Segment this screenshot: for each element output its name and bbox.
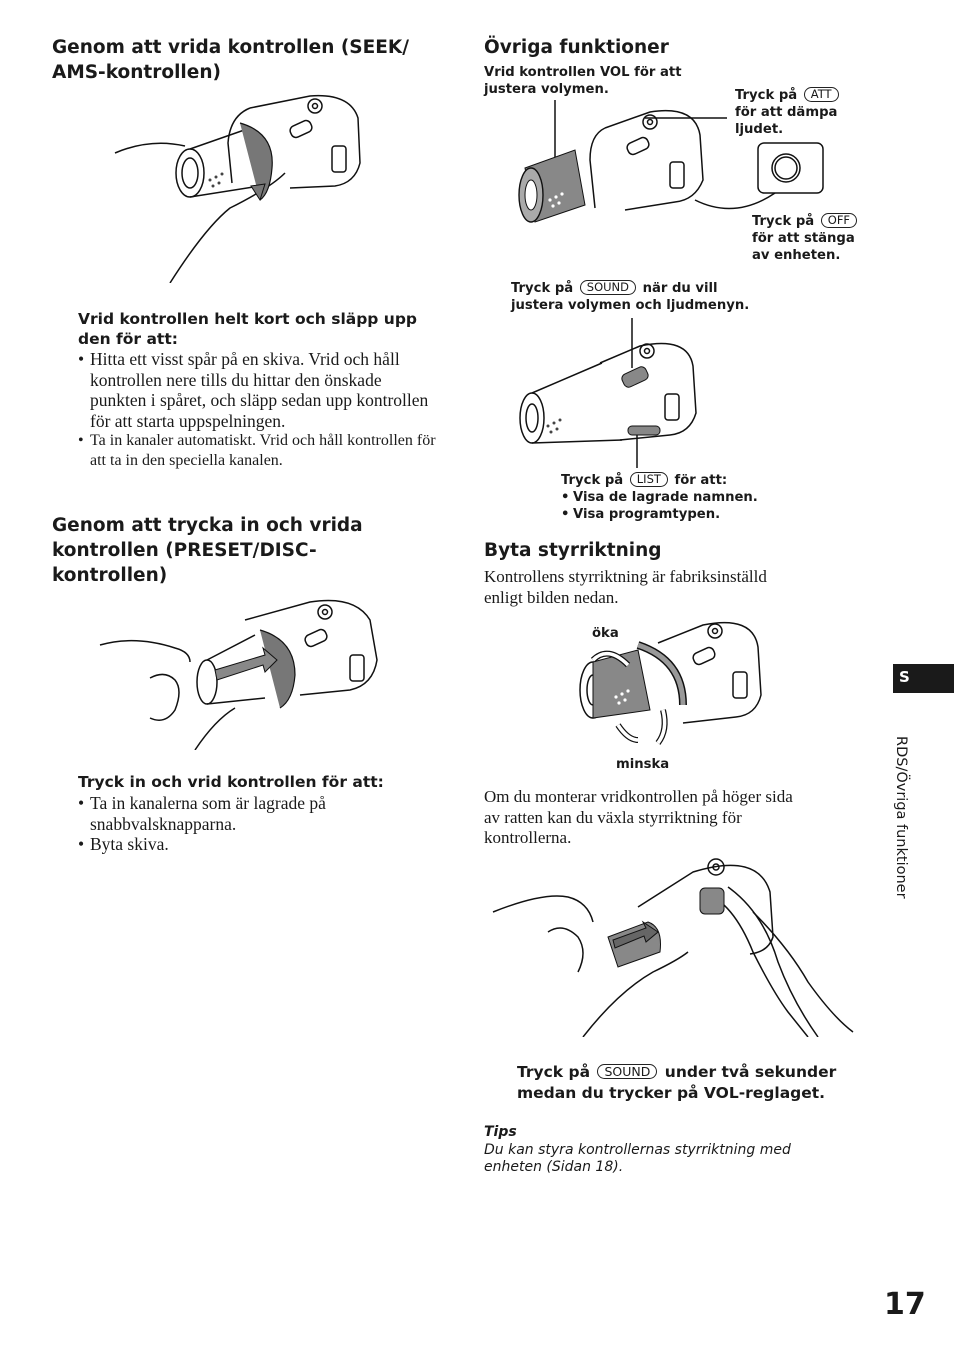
list-caption-items (561, 489, 758, 523)
label-decrease: minska (616, 757, 670, 772)
illustration-seek-control (110, 88, 370, 283)
caption-list: Tryck på LIST för att: • Visa de lagrade namnen. • Visa programtypen. (561, 472, 758, 523)
caption-att: Tryck på ATT för att dämpa ljudet. (735, 87, 838, 137)
list-item: • Visa programtypen. (561, 506, 758, 523)
heading-change-direction: Byta styrriktning (484, 540, 662, 561)
label-increase: öka (592, 626, 619, 641)
sound-key: SOUND (597, 1064, 657, 1079)
list-key: LIST (630, 472, 668, 487)
list-item: • Ta in kanalerna som är lagrade på snabbvalsknapparna. (78, 793, 438, 834)
bullet-list-seek (78, 349, 438, 471)
list-item: • Visa de lagrade namnen. (561, 489, 758, 506)
off-key: OFF (821, 213, 857, 228)
heading-preset-disc: Genom att trycka in och vrida kontrollen (PRESET/DISC- kontrollen) (52, 515, 363, 586)
list-item: • Hitta ett visst spår på en skiva. Vrid och håll kontrollen nere tills du hittar den önskade punkten i spåret, och släpp sedan upp kontrollen för att starta uppspelningen. (78, 349, 438, 431)
bullet-list-preset (78, 793, 438, 855)
subheading-turn-briefly: Vrid kontrollen helt kort och släpp upp den för att: (78, 310, 418, 348)
tips-block: Tips Du kan styra kontrollernas styrriktning med enheten (Sidan 18). (484, 1124, 791, 1175)
illustration-preset-control (95, 590, 385, 750)
illustration-direction-control (578, 615, 773, 755)
illustration-switch-direction (488, 852, 858, 1037)
paragraph-right-side: Om du monterar vridkontrollen på höger sida av ratten kan du växla styrriktning för kontrollerna. (484, 787, 793, 847)
caption-off: Tryck på OFF för att stänga av enheten. (752, 213, 859, 264)
caption-hold-sound: Tryck på SOUND under två sekunder medan du trycker på VOL-reglaget. (517, 1063, 837, 1102)
caption-sound: Tryck på SOUND när du vill justera volymen och ljudmenyn. (511, 280, 750, 313)
section-tab: S (893, 664, 954, 693)
illustration-sound-list-control (510, 318, 710, 468)
tips-title: Tips (484, 1124, 517, 1140)
att-key: ATT (804, 87, 839, 102)
paragraph-factory-setting: Kontrollens styrriktning är fabriksinställd enligt bilden nedan. (484, 567, 767, 607)
heading-other-functions: Övriga funktioner (484, 37, 669, 58)
list-item: • Byta skiva. (78, 834, 438, 855)
page-number: 17 (884, 1287, 926, 1322)
sound-key: SOUND (580, 280, 636, 295)
caption-vol: Vrid kontrollen VOL för att justera volymen. (484, 65, 682, 97)
side-section-title: RDS/Övriga funktioner (893, 736, 909, 899)
list-item: • Ta in kanaler automatiskt. Vrid och håll kontrollen för att ta in den speciella kanalen. (78, 431, 438, 471)
subheading-press-turn: Tryck in och vrid kontrollen för att: (78, 773, 384, 791)
heading-seek-ams: Genom att vrida kontrollen (SEEK/ AMS-kontrollen) (52, 37, 409, 83)
